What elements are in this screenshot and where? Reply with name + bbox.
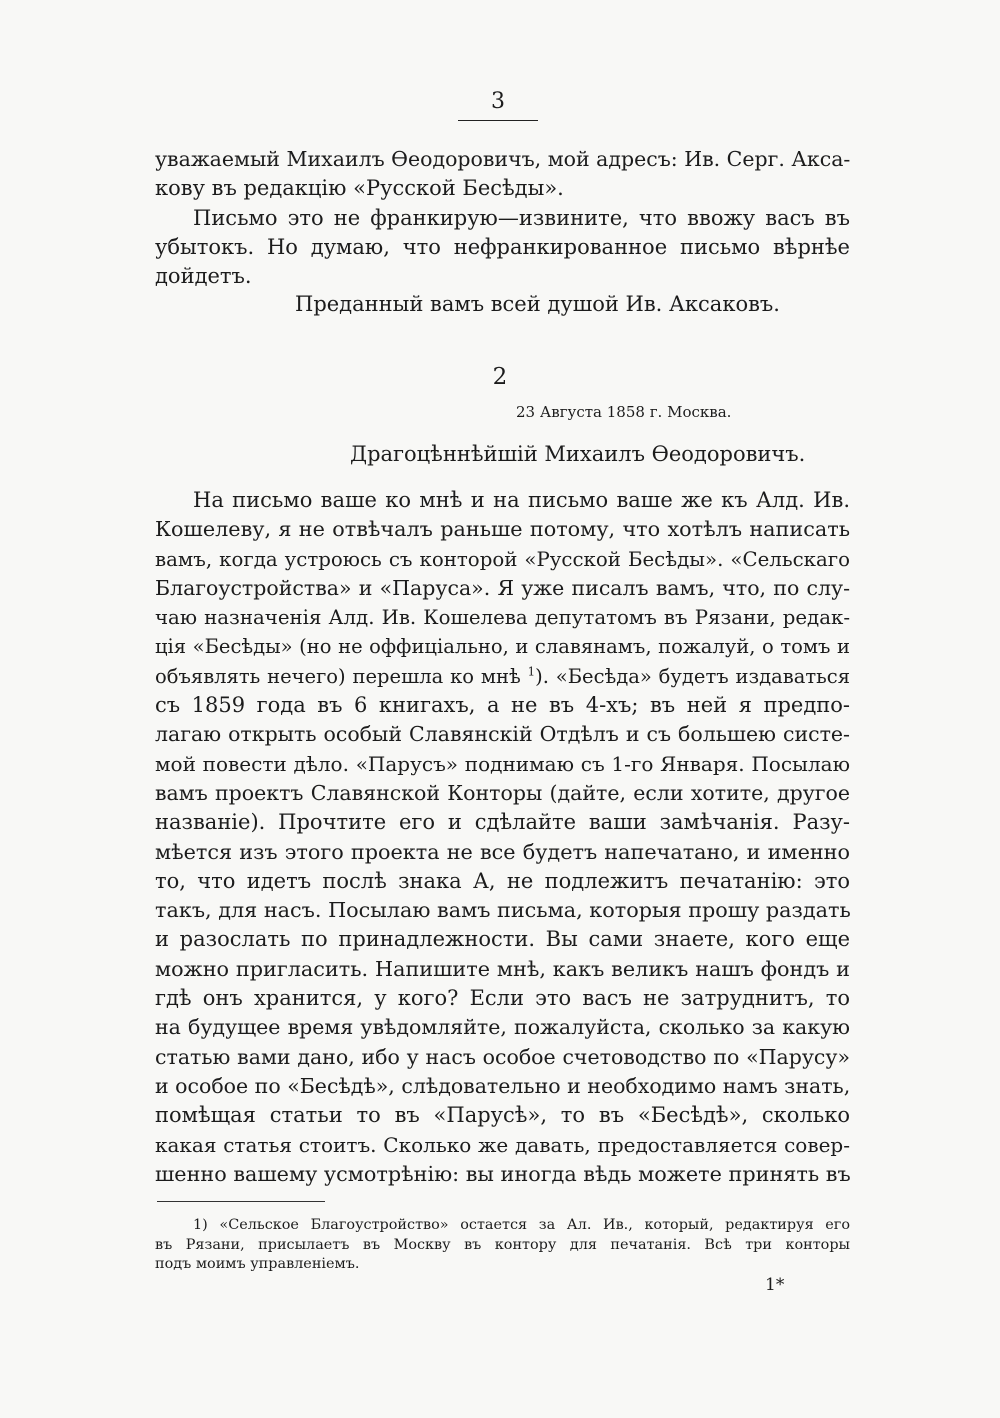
text-line: можно пригласить. Напишите мнѣ, какъ великъ нашъ фондъ и <box>155 956 850 981</box>
text-line: какая статья стоитъ. Сколько же давать, предоставляется совер- <box>155 1132 850 1157</box>
text-line: уважаемый Михаилъ Ѳеодоровичъ, мой адресъ: Ив. Серг. Акса- <box>155 147 851 171</box>
letter-date: 23 Августа 1858 г. Москва. <box>516 403 732 421</box>
salutation: Драгоцѣннѣйшій Михаилъ Ѳеодоровичъ. <box>350 442 806 466</box>
text-line: статью вами дано, ибо у насъ особое счетоводство по «Парусу» <box>155 1044 850 1069</box>
text-line: ція «Бесѣды» (но не оффиціально, и славянамъ, пожалуй, о томъ и <box>155 635 850 659</box>
text-line: вамъ проектъ Славянской Конторы (дайте, если хотите, другое <box>155 780 850 805</box>
text-segment: «Сельское Благоустройство» остается за Ал. Ив., который, редактируя его <box>207 1217 850 1233</box>
footnote-line: подъ моимъ управленіемъ. <box>155 1256 360 1272</box>
text-line: кову въ редакцію «Русской Бесѣды». <box>155 176 564 201</box>
footnote-line <box>155 1216 850 1236</box>
text-line: мѣется изъ этого проекта не все будетъ напечатано, и именно <box>155 839 850 864</box>
footnote <box>155 1216 850 1275</box>
signature: Преданный вамъ всей душой Ив. Аксаковъ. <box>295 292 780 316</box>
footnote-divider <box>157 1201 325 1202</box>
text-line: вамъ, когда устроюсь съ конторой «Русской Бесѣды». «Сельскаго <box>155 547 850 571</box>
text-line: то, что идетъ послѣ знака А, не подлежитъ печатанію: это <box>155 868 850 893</box>
page-number: 3 <box>458 88 538 121</box>
text-line: дойдетъ. <box>155 264 252 289</box>
text-line: такъ, для насъ. Посылаю вамъ письма, которыя прошу раздать <box>155 898 851 923</box>
text-line: и особое по «Бесѣдѣ», слѣдовательно и необходимо намъ знать, <box>155 1073 851 1098</box>
footnote-reference: 1 <box>527 664 536 679</box>
text-line: Письмо это не франкирую—извините, что ввожу васъ въ <box>193 205 850 230</box>
signature-mark: 1* <box>765 1275 785 1295</box>
text-line: Благоустройства» и «Паруса». Я уже писалъ вамъ, что, по слу- <box>155 575 850 600</box>
text-line: На письмо ваше ко мнѣ и на письмо ваше же къ Алд. Ив. <box>193 488 850 512</box>
text-line: и разослать по принадлежности. Вы сами знаете, кого еще <box>155 927 850 952</box>
text-line: Кошелеву, я не отвѣчалъ раньше потому, что хотѣлъ написать <box>155 517 850 542</box>
text-line: чаю назначенія Алд. Ив. Кошелева депутатомъ въ Рязани, редак- <box>155 606 850 630</box>
text-segment: объявлять нечего) перешла ко мнѣ <box>155 664 521 688</box>
text-line: убытокъ. Но думаю, что нефранкированное письмо вѣрнѣе <box>155 234 850 259</box>
text-segment: ). «Бесѣда» будетъ издаваться <box>535 664 850 688</box>
text-line: мой повести дѣло. «Парусъ» поднимаю съ 1-го Января. Посылаю <box>155 751 850 776</box>
text-line: шенно вашему усмотрѣнію: вы иногда вѣдь можете принять въ <box>155 1161 851 1186</box>
text-line: помѣщая статьи то въ «Парусѣ», то въ «Бесѣдѣ», сколько <box>155 1103 850 1128</box>
footnote-marker: 1) <box>193 1217 208 1233</box>
text-line: гдѣ онъ хранится, у кого? Если это васъ не затруднитъ, то <box>155 986 850 1011</box>
letter-2-text <box>155 486 850 1189</box>
letter-number: 2 <box>492 364 508 390</box>
text-line: на будущее время увѣдомляйте, пожалуйста, сколько за какую <box>155 1015 850 1040</box>
text-line: названіе). Прочтите его и сдѣлайте ваши замѣчанія. Разу- <box>155 810 850 835</box>
text-line: съ 1859 года въ 6 книгахъ, а не въ 4-хъ; въ ней я предпо- <box>155 693 850 718</box>
footnote-line: въ Рязани, присылаетъ въ Москву въ контору для печатанія. Всѣ три конторы <box>155 1236 850 1253</box>
letter-1-text <box>155 145 850 291</box>
text-line: лагаю открыть особый Славянскій Отдѣлъ и съ большею систе- <box>155 722 850 747</box>
text-line <box>155 662 850 691</box>
